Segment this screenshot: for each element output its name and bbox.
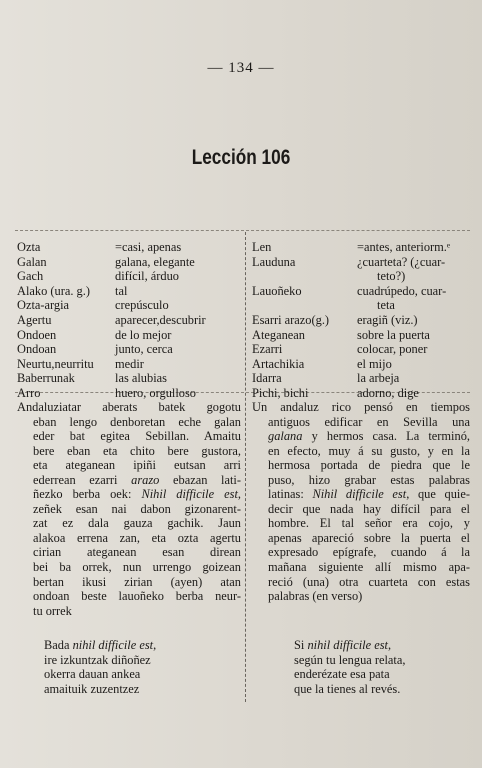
story-line: mañana siguiente allí mismo apa-	[268, 560, 470, 575]
vocab-word: Alako (ura. g.)	[17, 283, 90, 298]
vocab-entry	[17, 298, 239, 313]
vocabulary-basque-left	[17, 240, 239, 401]
vocab-meaning: colocar, poner	[357, 342, 428, 357]
vocab-meaning: la arbeja	[357, 371, 400, 386]
story-line: antiguos edificar en Sevilla una	[268, 414, 470, 429]
story-line: puso, hizo grabar estas palabras	[268, 472, 470, 487]
vocab-meaning: =casi, apenas	[115, 240, 182, 254]
vocab-entry	[17, 269, 239, 284]
vocab-word: Neurtu,neurritu	[17, 356, 94, 371]
vocab-meaning: junto, cerca	[115, 342, 173, 357]
vocab-entry	[252, 371, 472, 386]
verse-line: ire izkuntzak diñoñez	[44, 652, 151, 667]
story-line: alakoa errena zan, eta ozta agertu	[33, 530, 241, 545]
vocab-entry	[252, 342, 472, 357]
vocab-meaning: difícil, árduo	[115, 269, 179, 284]
vocab-word: Ondoen	[17, 327, 57, 342]
vocab-word: Ozta	[17, 240, 41, 254]
vocab-word: Ezarri	[252, 342, 283, 357]
story-line: reció (una) otra cuarteta con estas	[268, 574, 470, 589]
story-line: tu orrek	[33, 603, 72, 618]
vocab-entry	[17, 313, 239, 328]
vocab-meaning: =antes, anteriorm.ᵉ	[357, 240, 451, 254]
vocab-meaning: teto?)	[377, 269, 406, 284]
top-divider	[15, 230, 470, 231]
vocab-word: Galan	[17, 254, 47, 269]
vocab-entry	[252, 386, 472, 401]
vocab-meaning: teta	[377, 298, 395, 313]
story-line: zat ez dala gauza gachik. Jaun	[33, 516, 241, 531]
vocab-entry	[17, 386, 239, 401]
vocab-word: Baberrunak	[17, 371, 75, 386]
vocab-word: Artachikia	[252, 356, 305, 371]
vocab-entry	[252, 313, 472, 328]
story-line: ondoan beste lauoñeko berba neur-	[33, 589, 241, 604]
story-line: cirian ateganean esan direan	[33, 545, 241, 560]
vocab-meaning: crepúsculo	[115, 298, 169, 313]
story-line: zeñek esan nai dabon gizonarent-	[33, 501, 241, 516]
vocab-meaning: medir	[115, 356, 144, 371]
vocab-meaning: cuadrúpedo, cuar-	[357, 283, 447, 298]
vocab-entry	[17, 255, 239, 270]
story-line: eban lengo denboretan eche galan	[33, 414, 241, 429]
vocab-entry-continued	[252, 298, 472, 313]
vocab-word: Ozta-argia	[17, 298, 70, 313]
vocab-entry	[252, 255, 472, 270]
vocab-word: Lauduna	[252, 254, 296, 269]
vocab-word: Idarra	[252, 371, 282, 386]
story-line: decir que nada hay difícil para el	[268, 501, 470, 516]
vocab-meaning: de lo mejor	[115, 327, 172, 342]
story-line: ñezko berba oek: Nihil difficile est,	[33, 487, 241, 502]
vocab-word: Arro	[17, 385, 41, 400]
verse-line: amaituik zuzentzez	[44, 681, 140, 696]
vocab-word: Lauoñeko	[252, 283, 302, 298]
spanish-story	[252, 400, 470, 604]
story-line: bere eban eta chito bere gustora,	[33, 443, 241, 458]
vocab-meaning: tal	[115, 283, 128, 298]
vocab-meaning: ¿cuarteta? (¿cuar-	[357, 254, 446, 269]
story-line: eder bat egitea Sebillan. Amaitu	[33, 429, 241, 444]
column-divider	[245, 232, 246, 702]
story-line: expresado epígrafe, cuando á la	[268, 545, 470, 560]
verse-line: Si nihil difficile est,	[294, 638, 392, 652]
story-line: eta ateganean ipiñi eutsan arri	[33, 458, 241, 473]
story-line: hermosa portada de piedra que le	[268, 458, 470, 473]
vocab-entry	[252, 357, 472, 372]
verse-line: Bada nihil difficile est,	[44, 638, 157, 652]
story-line: Andaluziatar aberats batek gogotu	[17, 400, 241, 414]
story-line: galana y hermos casa. La terminó,	[268, 429, 470, 444]
vocab-word: Pichi, bichi	[252, 385, 309, 400]
vocab-meaning: las alubias	[115, 371, 167, 386]
vocab-meaning: sobre la puerta	[357, 327, 430, 342]
vocab-entry	[17, 357, 239, 372]
verse-line: okerra dauan ankea	[44, 667, 141, 682]
vocabulary-basque-right	[252, 240, 472, 401]
story-line: bei ba orrek, nun urrengo goizean	[33, 560, 241, 575]
vocab-word: Ondoan	[17, 342, 57, 357]
page-number: — 134 —	[207, 60, 275, 76]
verse-line: que la tienes al revés.	[294, 681, 401, 696]
vocab-meaning: eragiñ (viz.)	[357, 312, 418, 327]
vocab-word: Esarri arazo(g.)	[252, 312, 330, 327]
story-line: bertan ikusi zirian (ayen) atan	[33, 574, 241, 589]
vocab-meaning: adorno, dige	[357, 385, 419, 400]
story-line: ederrean ezarri arazo ebazan lati-	[33, 472, 241, 487]
vocab-entry	[252, 240, 472, 255]
vocab-entry	[17, 371, 239, 386]
vocab-word	[252, 298, 357, 313]
story-line: palabras (en verso)	[268, 589, 363, 604]
vocab-word: Gach	[17, 269, 44, 284]
vocab-word: Ateganean	[252, 327, 305, 342]
vocab-word	[252, 269, 357, 284]
vocab-entry	[252, 284, 472, 299]
vocab-entry	[17, 342, 239, 357]
vocab-word: Len	[252, 240, 272, 254]
story-line: apenas apareció sobre la puerta el	[268, 530, 470, 545]
story-line: Un andaluz rico pensó en tiempos	[252, 400, 470, 414]
vocab-meaning: galana, elegante	[115, 254, 195, 269]
basque-verse	[44, 638, 244, 696]
story-line: hombre. El tal señor era cojo, y	[268, 516, 470, 531]
verse-line: enderézate esa pata	[294, 667, 390, 682]
vocab-meaning: el mijo	[357, 356, 392, 371]
story-line: latinas: Nihil difficile est, que quie-	[268, 487, 470, 502]
lesson-title: Lección 106	[191, 146, 291, 169]
story-line: en efecto, muy á su gusto, y en la	[268, 443, 470, 458]
spanish-verse	[294, 638, 474, 696]
vocab-entry	[17, 328, 239, 343]
vocab-word: Agertu	[17, 312, 52, 327]
vocab-entry	[252, 328, 472, 343]
vocab-entry	[17, 240, 239, 255]
verse-line: según tu lengua relata,	[294, 652, 406, 667]
vocab-meaning: aparecer,descubrir	[115, 312, 206, 327]
vocab-meaning: huero, orgulloso	[115, 385, 196, 400]
vocab-entry-continued	[252, 269, 472, 284]
vocab-entry	[17, 284, 239, 299]
basque-story	[17, 400, 241, 618]
